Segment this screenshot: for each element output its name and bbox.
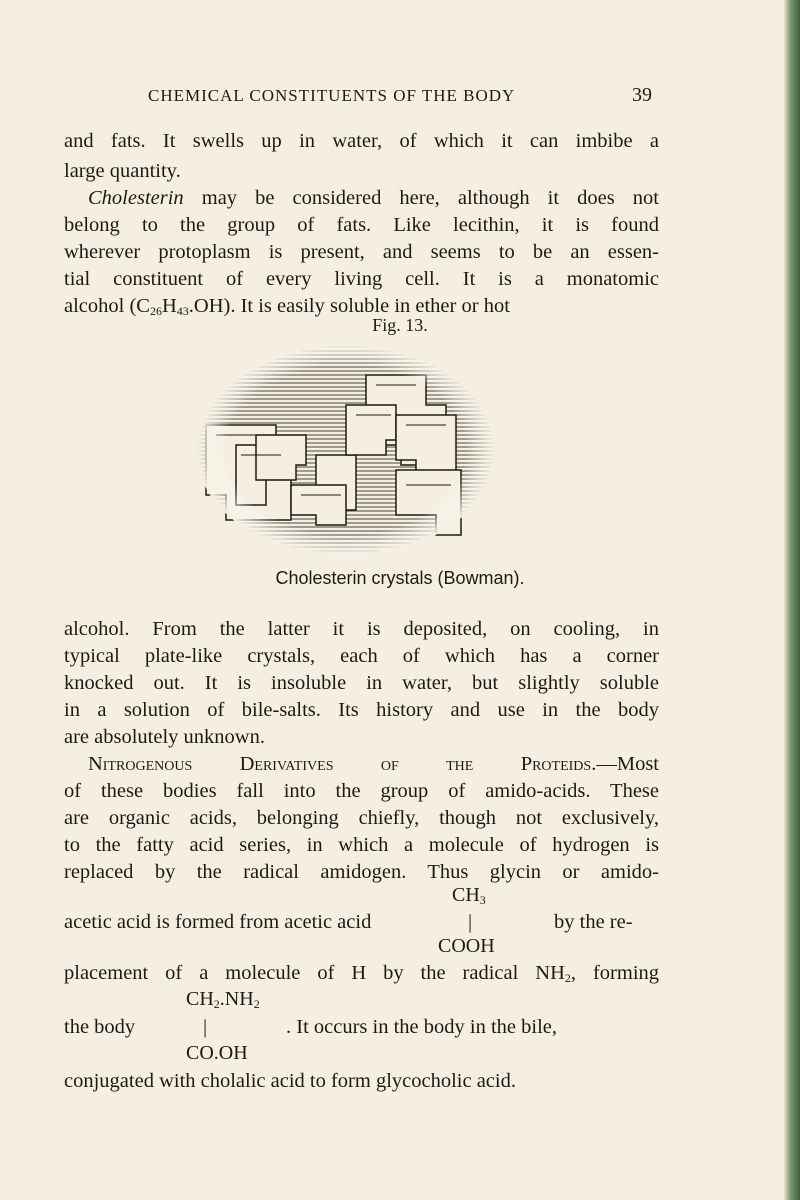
formula-subscript: 43 <box>176 304 189 318</box>
section-heading: Nitrogenous Derivatives of the Proteids. <box>88 753 597 775</box>
text-line: are organic acids, belonging chiefly, though not exclusively, <box>64 807 659 829</box>
text-line <box>88 753 659 776</box>
page-number: 39 <box>632 84 652 106</box>
text-line: typical plate-like crystals, each of which has a corner <box>64 645 659 667</box>
text-line: wherever protoplasm is present, and seems to be an essen- <box>64 241 659 263</box>
text-line: and fats. It swells up in water, of which it can imbibe a <box>64 130 659 152</box>
text-line <box>64 911 659 934</box>
text-span: by the re- <box>554 911 633 933</box>
text-span: , forming <box>570 962 660 984</box>
acetic-formula-bottom: COOH <box>438 935 495 957</box>
text-span: may be considered here, although it does not <box>183 187 659 209</box>
text-line: of these bodies fall into the group of amido-acids. These <box>64 780 659 802</box>
formula-subscript: 2 <box>213 997 220 1011</box>
text-line <box>88 187 659 210</box>
text-span: —Most <box>596 753 659 775</box>
text-line <box>64 962 659 985</box>
text-line: large quantity. <box>64 160 181 182</box>
formula-subscript: 2 <box>564 971 571 985</box>
formula-bond: | <box>203 1016 208 1038</box>
formula-text: .NH <box>219 988 254 1010</box>
formula-subscript: 2 <box>253 997 260 1011</box>
acetic-formula-top <box>452 884 486 907</box>
text-span: acetic acid is formed from acetic acid <box>64 911 372 933</box>
text-line: in a solution of bile-salts. Its history and use in the body <box>64 699 659 721</box>
text-line: knocked out. It is insoluble in water, but slightly soluble <box>64 672 659 694</box>
figure-caption: Cholesterin crystals (Bowman). <box>275 568 525 588</box>
text-line <box>64 1016 659 1039</box>
text-span: . It occurs in the body in the bile, <box>286 1016 557 1038</box>
formula-text: alcohol (C <box>64 295 150 317</box>
text-line: conjugated with cholalic acid to form glycocholic acid. <box>64 1070 516 1092</box>
formula-text: CH <box>186 988 214 1010</box>
text-line: are absolutely unknown. <box>64 726 265 748</box>
glycin-formula-top <box>186 988 260 1011</box>
formula-text: H <box>161 295 177 317</box>
text-span: .OH). It is easily soluble in ether or hot <box>188 295 510 317</box>
text-line: alcohol. From the latter it is deposited, on cooling, in <box>64 618 659 640</box>
cholesterin-crystals-illustration <box>196 345 496 555</box>
figure-label: Fig. 13. <box>372 315 428 335</box>
text-span: placement of a molecule of H by the radical NH <box>64 962 565 984</box>
formula-text: CH <box>452 884 480 906</box>
text-line: belong to the group of fats. Like lecithin, it is found <box>64 214 659 236</box>
text-line: to the fatty acid series, in which a molecule of hydrogen is <box>64 834 659 856</box>
text-span: the body <box>64 1016 136 1038</box>
glycin-formula-bottom: CO.OH <box>186 1042 248 1064</box>
formula-subscript: 3 <box>479 893 486 907</box>
running-title: CHEMICAL CONSTITUENTS OF THE BODY <box>148 86 516 105</box>
formula-bond: | <box>468 911 473 933</box>
page-edge <box>784 0 800 1200</box>
formula-subscript: 26 <box>149 304 162 318</box>
term-cholesterin: Cholesterin <box>88 187 184 209</box>
text-line: tial constituent of every living cell. It is a monatomic <box>64 268 659 290</box>
text-line: replaced by the radical amidogen. Thus glycin or amido- <box>64 861 659 883</box>
